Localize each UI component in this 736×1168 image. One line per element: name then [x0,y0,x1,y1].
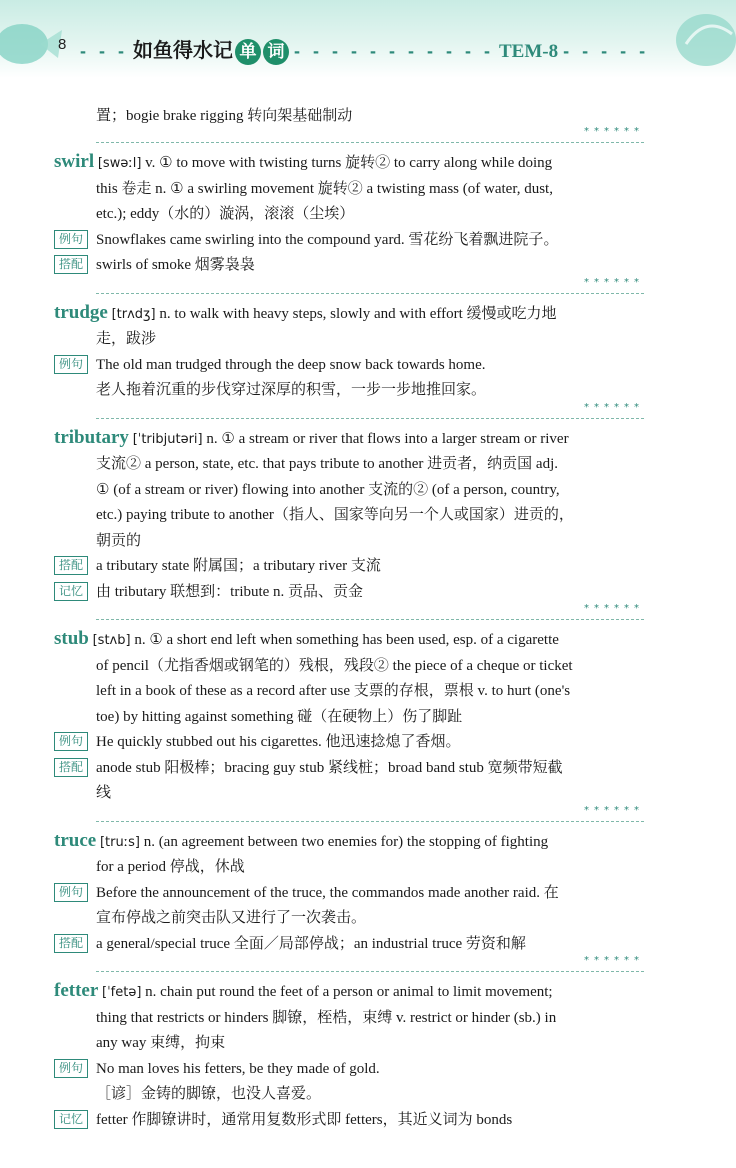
continuation-text: 置；bogie brake rigging 转向架基础制动 [96,108,353,124]
collocation-text: a general/special truce 全面／局部停战；an industrial truce 劳资和解 [96,935,526,952]
memory-note: fetter 作脚镣讲时，通常用复数形式即 fetters，其近义词为 bonds [96,1111,513,1128]
definition-line: etc.); eddy（水的）漩涡，滚滚（尘埃） [96,206,355,222]
entry-truce [54,828,644,958]
series-title: 如鱼得水记 [133,38,233,62]
headword: trudge [54,301,108,323]
memory-note: 由 tributary 联想到：tribute n. 贡品、贡金 [96,583,364,600]
definition-line: 朝贡的 [96,532,142,549]
entry-fetter [54,978,644,1133]
example-tag: 例句 [54,1059,88,1078]
exam-label: TEM-8 [498,41,559,62]
collocation-tag: 搭配 [54,255,88,274]
example-sentence: No man loves his fetters, be they made of gold. [96,1060,380,1077]
dictionary-page [54,104,644,1133]
definition-line: etc.) paying tribute to another（指人、国家等向另一个人或国家）进贡的， [96,507,574,523]
entry-separator: ****** [96,961,644,972]
headword: swirl [54,151,95,172]
entry-stub [54,626,644,807]
collocation-text: anode stub 阳极棒；bracing guy stub 紧线桩；broad band stub 宽频带短截 [96,759,563,776]
running-header: - - - 如鱼得水记 单 词 - - - - - - - - - - - TEM-8 - - - - - [80,34,670,64]
collocation-text: a tributary state 附属国；a tributary river 支流 [96,558,381,574]
collocation-tag: 搭配 [54,758,88,777]
example-sentence: The old man trudged through the deep snow back towards home. [96,356,486,373]
definition-line: n. (an agreement between two enemies for) the stopping of fighting [143,833,549,850]
definition-line: thing that restricts or hinders 脚镣，桎梏，束缚 v. restrict or hinder (sb.) in [96,1009,557,1026]
page-number: 8 [58,36,67,53]
entry-separator: ****** [96,811,644,822]
definition-line: v. ① to move with twisting turns 旋转② to carry along while doing [145,155,553,171]
definition-line: n. ① a stream or river that flows into a larger stream or river [206,430,569,447]
headword: truce [54,829,97,851]
definition-line: left in a book of these as a record after use 支票的存根，票根 v. to hurt (one's [96,683,571,699]
entry-separator: ****** [96,609,644,620]
entry-trudge [54,300,644,404]
example-tag: 例句 [54,732,88,751]
definition-line: this 卷走 n. ① a swirling movement 旋转② a twisting mass (of water, dust, [96,180,553,197]
example-sentence: Snowflakes came swirling into the compound yard. 雪花纷飞着飘进院子。 [96,231,559,248]
phonetic: [truːs] [99,834,140,850]
collocation-text: swirls of smoke 烟雾袅袅 [96,257,255,273]
phonetic: [ˈfetə] [102,985,142,1000]
example-translation: 宣布停战之前突击队又进行了一次袭击。 [96,910,367,926]
example-tag: 例句 [54,355,88,374]
memory-tag: 记忆 [54,582,88,601]
memory-tag: 记忆 [54,1110,88,1129]
example-tag: 例句 [54,883,88,902]
entry-swirl [54,149,644,279]
collocation-tag: 搭配 [54,934,88,953]
headword: stub [54,628,89,649]
definition-line: of pencil（尤指香烟或钢笔的）残根，残段② the piece of a cheque or ticket [96,657,573,674]
definition-line: any way 束缚，拘束 [96,1035,226,1051]
phonetic: [swəːl] [97,156,142,171]
entry-separator: ****** [96,408,644,419]
entry-separator: ****** [96,132,644,143]
example-sentence: He quickly stubbed out his cigarettes. 他迅速捻熄了香烟。 [96,734,461,750]
collocation-text-continued: 线 [96,785,112,801]
headword: fetter [54,980,99,1001]
example-tag: 例句 [54,230,88,249]
phonetic: [ˈtribjutəri] [132,431,203,447]
collocation-tag: 搭配 [54,556,88,575]
example-translation: 老人拖着沉重的步伐穿过深厚的积雪，一步一步地推回家。 [96,382,487,398]
definition-line: 支流② a person, state, etc. that pays tribute to another 进贡者，纳贡国 adj. [96,456,558,472]
example-translation: ［谚］金铸的脚镣，也没人喜爱。 [96,1086,322,1102]
definition-line: n. chain put round the feet of a person or animal to limit movement; [145,984,553,1000]
definition-line: ① (of a stream or river) flowing into another 支流的② (of a person, country, [96,481,560,498]
example-sentence: Before the announcement of the truce, the commandos made another raid. 在 [96,884,559,901]
entry-separator: ****** [96,283,644,294]
definition-line: toe) by hitting against something 碰（在硬物上）伤了脚趾 [96,708,463,725]
series-title-seal: 词 [263,39,289,65]
series-title-seal: 单 [235,39,261,65]
phonetic: [trʌdʒ] [111,306,156,322]
definition-line: 走，跋涉 [96,331,157,347]
entry-tributary [54,425,644,606]
definition-line: for a period 停战，休战 [96,859,245,875]
phonetic: [stʌb] [92,633,131,648]
headword: tributary [54,426,129,448]
definition-line: n. to walk with heavy steps, slowly and with effort 缓慢或吃力地 [159,305,557,322]
definition-line: n. ① a short end left when something has been used, esp. of a cigarette [134,632,559,648]
